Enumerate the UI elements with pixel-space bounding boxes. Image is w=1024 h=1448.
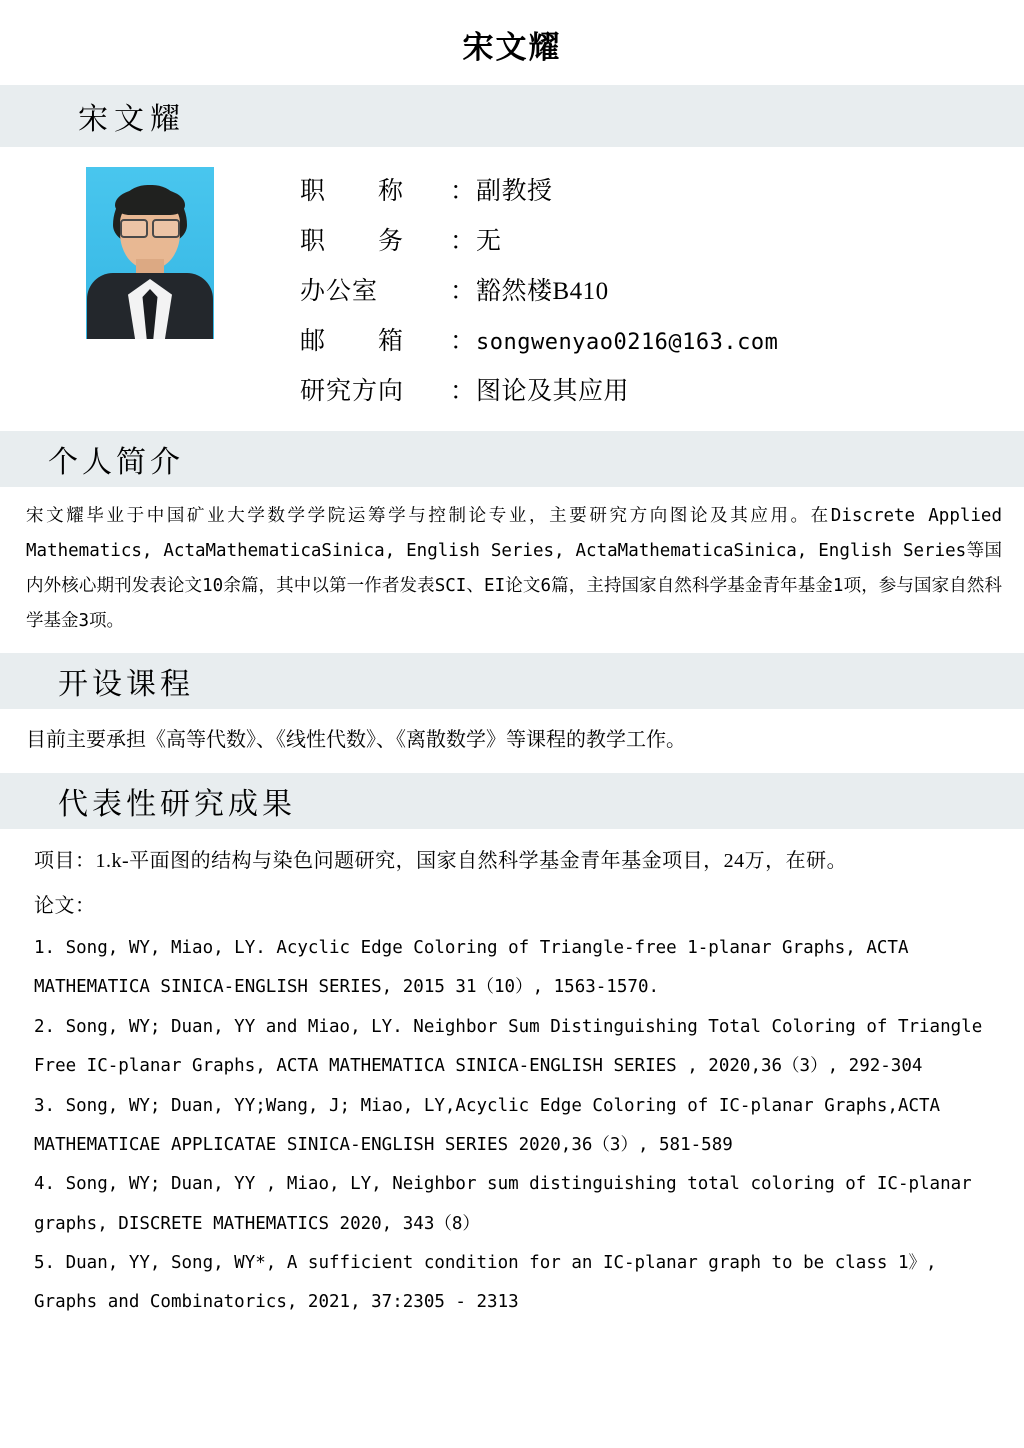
profile-field-position [300, 221, 1024, 257]
section-heading-intro [0, 431, 1024, 487]
results-body [0, 829, 1024, 1347]
paper-item: 5. Duan, YY, Song, WY*, A sufficient condition for an IC-planar graph to be class 1》, Graphs and Combinatorics, 2021, 37:2305 - 2313 [34, 1253, 937, 1313]
profile-field-office-label: 办公室 [300, 278, 379, 305]
page-title: 宋文耀 [462, 30, 562, 65]
profile-field-email-value: songwenyao0216@163.com [476, 330, 779, 355]
section-heading-courses [0, 653, 1024, 709]
profile-fields [300, 163, 1024, 421]
profile-field-title [300, 171, 1024, 207]
profile-block [0, 147, 1024, 431]
paper-item: 1. Song, WY, Miao, LY. Acyclic Edge Coloring of Triangle-free 1-planar Graphs, ACTA MATHEMATICA SINICA-ENGLISH SERIES, 2015 31（10）, 1563-1570. [34, 938, 909, 998]
project-line: 项目：1.k-平面图的结构与染色问题研究，国家自然科学基金青年基金项目，24万，在研。 [34, 850, 848, 872]
profile-field-title-colon: ： [450, 178, 476, 205]
name-band [0, 85, 1024, 147]
papers-label: 论文： [34, 895, 96, 917]
profile-field-research-colon: ： [450, 378, 476, 405]
profile-field-office-value: 豁然楼B410 [476, 278, 609, 305]
profile-field-email [300, 321, 1024, 357]
profile-field-research-value: 图论及其应用 [476, 378, 630, 405]
profile-field-position-colon: ： [450, 228, 476, 255]
portrait-photo [86, 167, 214, 339]
paper-item: 2. Song, WY; Duan, YY and Miao, LY. Neighbor Sum Distinguishing Total Coloring of Triangle Free IC-planar Graphs, ACTA MATHEMATICA SINICA-ENGLISH SERIES , 2020,36（3）, 292-304 [34, 1016, 983, 1077]
portrait-container [0, 163, 300, 339]
name-band-label: 宋文耀 [78, 103, 186, 136]
profile-field-research [300, 371, 1024, 407]
section-heading-results [0, 773, 1024, 829]
profile-field-title-value: 副教授 [476, 178, 553, 205]
profile-field-email-colon: ： [450, 328, 476, 355]
section-heading-courses-label: 开设课程 [58, 668, 194, 701]
profile-field-position-label: 职 务 [300, 228, 405, 255]
section-heading-results-label: 代表性研究成果 [58, 788, 296, 821]
profile-field-position-value: 无 [476, 228, 502, 255]
profile-field-office [300, 271, 1024, 307]
profile-field-office-colon: ： [450, 278, 476, 305]
profile-field-research-label: 研究方向 [300, 378, 405, 405]
paper-item: 3. Song, WY; Duan, YY;Wang, J; Miao, LY,Acyclic Edge Coloring of IC-planar Graphs,ACTA MATHEMATICAE APPLICATAE SINICA-ENGLISH SERIES 2020,36（3）, 581-589 [34, 1095, 941, 1155]
profile-field-title-label: 职 称 [300, 178, 405, 205]
courses-text: 目前主要承担《高等代数》、《线性代数》、《离散数学》等课程的教学工作。 [26, 729, 686, 751]
intro-text: 宋文耀毕业于中国矿业大学数学学院运筹学与控制论专业，主要研究方向图论及其应用。在Discrete Applied Mathematics, ActaMathematicaSinica, English Series, ActaMathematicaSinica, English Series等国内外核心期刊发表论文10余篇，其中以第一作者发表SCI、EI论文6篇，主持国家自然科学基金青年基金1项，参与国家自然科学基金3项。 [26, 506, 1002, 631]
profile-field-email-label: 邮 箱 [300, 328, 405, 355]
paper-item: 4. Song, WY; Duan, YY , Miao, LY, Neighbor sum distinguishing total coloring of IC-planar graphs, DISCRETE MATHEMATICS 2020, 343（8） [34, 1174, 972, 1234]
section-heading-intro-label: 个人简介 [48, 446, 184, 479]
